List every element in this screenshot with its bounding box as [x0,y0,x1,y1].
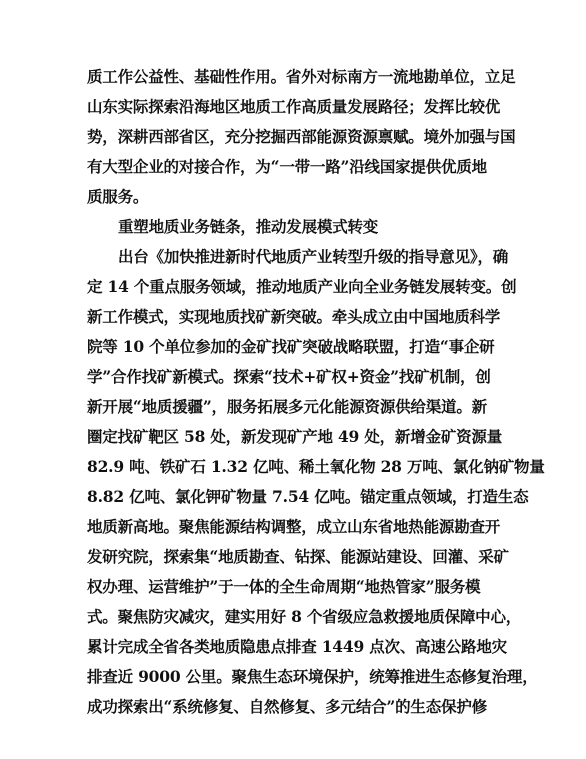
paragraph-line: 8.82 亿吨、氯化钾矿物量 7.54 亿吨。锚定重点领域，打造生态 [87,487,529,506]
paragraph-line: 定 14 个重点服务领域，推动地质产业向全业务链发展转变。创 [87,277,517,296]
paragraph-line: 地质新高地。聚焦能源结构调整，成立山东省地热能源勘查开 [87,517,501,536]
paragraph-line: 圈定找矿靶区 58 处，新发现矿产地 49 处，新增金矿资源量 [87,427,503,446]
paragraph-line: 新工作模式，实现地质找矿新突破。牵头成立由中国地质科学 [87,307,501,326]
paragraph-line: 排查近 9000 公里。聚焦生态环境保护，统筹推进生态修复治理， [87,667,538,686]
paragraph-line: 权办理、运营维护”于一体的全生命周期“地热管家”服务模 [87,577,481,596]
paragraph-line: 式。聚焦防灾减灾，建实用好 8 个省级应急救援地质保障中心， [87,607,522,626]
paragraph-line: 院等 10 个单位参加的金矿找矿突破战略联盟，打造“事企研 [87,337,495,356]
paragraph-line: 山东实际探索沿海地区地质工作高质量发展路径；发挥比较优 [87,97,501,116]
paragraph-line: 有大型企业的对接合作，为“一带一路”沿线国家提供优质地 [87,157,487,176]
paragraph-line: 新开展“地质援疆”，服务拓展多元化能源资源供给渠道。新 [87,397,487,416]
paragraph-line: 势，深耕西部省区，充分挖掘西部能源资源禀赋。境外加强与国 [87,127,516,146]
paragraph-line: 累计完成全省各类地质隐患点排查 1449 点次、高速公路地灾 [87,637,507,656]
paragraph-line: 出台《加快推进新时代地质产业转型升级的指导意见》，确 [118,247,509,266]
paragraph-line: 质工作公益性、基础性作用。省外对标南方一流地勘单位，立足 [87,67,516,86]
paragraph-line: 82.9 吨、铁矿石 1.32 亿吨、稀土氧化物 28 万吨、氯化钠矿物量 [87,457,545,476]
paragraph-line: 学”合作找矿新模式。探索“技术+矿权+资金”找矿机制，创 [87,367,491,386]
paragraph-line: 发研究院，探索集“地质勘查、钻探、能源站建设、回灌、采矿 [87,547,509,566]
section-heading: 重塑地质业务链条，推动发展模式转变 [118,217,379,236]
paragraph-line: 成功探索出“系统修复、自然修复、多元结合”的生态保护修 [87,697,487,716]
paragraph-line: 质服务。 [87,187,149,206]
